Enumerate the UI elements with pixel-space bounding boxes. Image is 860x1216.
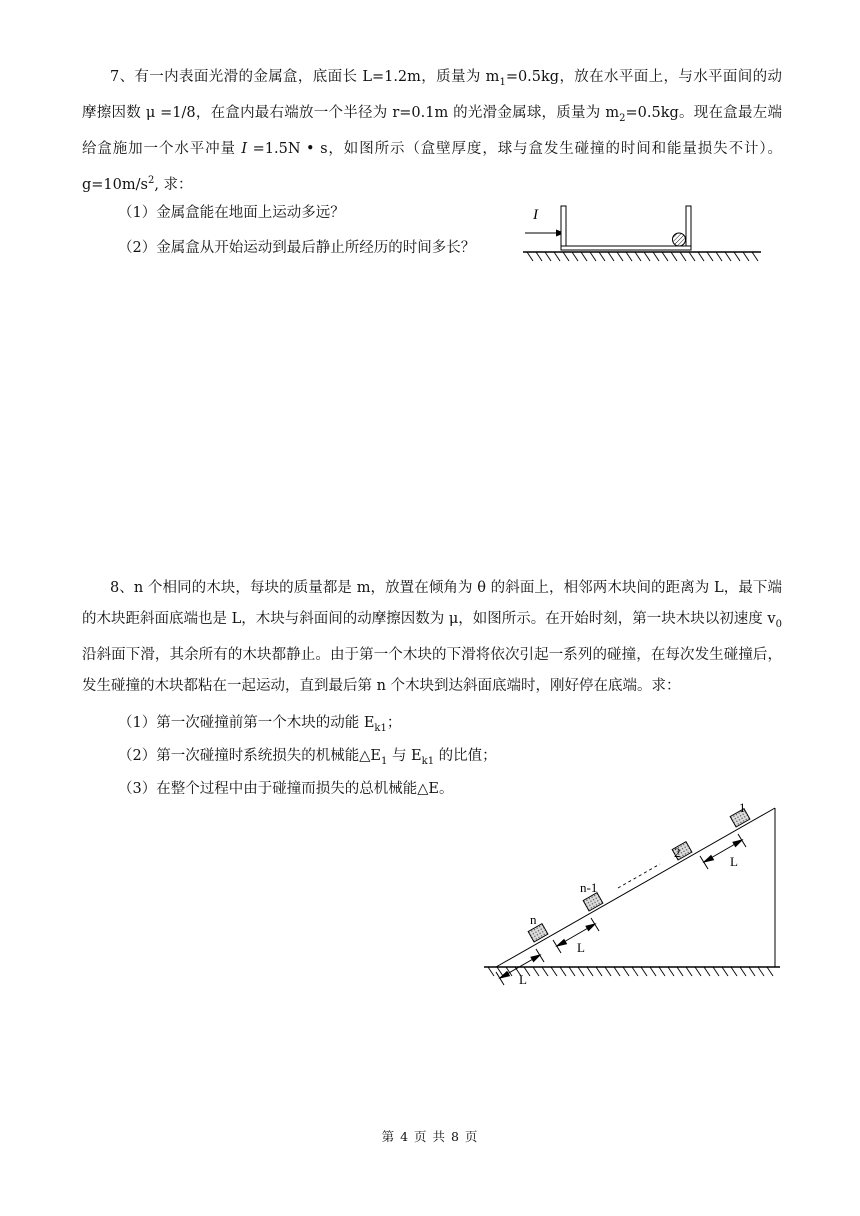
q7-text-b: =0.5kg，放在水平面上，与水平面间的动摩擦因数 μ =1/8，在盒内最右端放一个半径为 r=0.1m 的光滑金属球，质量为 m xyxy=(82,69,782,121)
q7-metal-ball xyxy=(673,233,686,246)
q8-sq1-sub: k1 xyxy=(374,722,387,734)
q7-text-e: , 求： xyxy=(154,176,193,193)
q7-subquestion-2: （2）金属盒从开始运动到最后静止所经历的时间多长？ xyxy=(118,240,476,256)
page-footer: 第 4 页 共 8 页 xyxy=(381,1129,479,1144)
q8-sq2-sub2: k1 xyxy=(421,755,435,767)
q8-ground-hatching xyxy=(488,967,773,976)
q7-box-base xyxy=(561,246,691,250)
q8-incline-figure xyxy=(478,798,788,988)
q7-impulse-label: I xyxy=(533,207,538,223)
q8-dimension-top xyxy=(700,834,746,869)
q8-text-a: 8、n 个相同的木块，每块的质量都是 m，放置在倾角为 θ 的斜面上，相邻两木块间的距离为 L，最下端的木块距斜面底端也是 L，木块与斜面间的动摩擦因数为 μ，如图所示。在开始时刻，第一块木块以初速度 v xyxy=(82,580,782,627)
question-8-text xyxy=(82,573,782,702)
question-7-text xyxy=(82,62,782,201)
q7-text-c: =0.5kg。现在盒最左端给盒施加一个水平冲量 xyxy=(82,104,782,157)
q8-sq1-text: （1）第一次碰撞前第一个木块的动能 E xyxy=(118,715,375,731)
q7-box-left-wall xyxy=(561,206,566,250)
q7-impulse-symbol: I xyxy=(241,140,248,157)
q8-label-block-2: 2 xyxy=(674,845,681,860)
q8-sq2-mid: 与 E xyxy=(387,748,422,764)
q7-text-a: 7、有一内表面光滑的金属盒，底面长 L=1.2m，质量为 m xyxy=(110,69,500,85)
q8-sub-0: 0 xyxy=(775,618,782,630)
q8-dimension-middle xyxy=(553,918,599,953)
q7-text-d: =1.5N • s，如图所示（盒壁厚度，球与盒发生碰撞的时间和能量损失不计）。g=10m/s xyxy=(82,140,782,193)
q8-label-L-top: L xyxy=(730,854,738,869)
q7-sub-2: 2 xyxy=(619,112,626,124)
q7-subquestion-1: （1）金属盒能在地面上运动多远？ xyxy=(118,205,345,221)
q8-label-L-bottom: L xyxy=(519,972,527,987)
q8-sq2-text: （2）第一次碰撞时系统损失的机械能△E xyxy=(118,748,381,764)
q8-label-block-n-1: n-1 xyxy=(580,880,598,895)
q8-label-block-1: 1 xyxy=(739,800,746,815)
q8-subquestion-2 xyxy=(118,746,497,772)
q8-subquestion-1 xyxy=(118,713,401,739)
q8-text-b: 沿斜面下滑，其余所有的木块都静止。由于第一个木块的下滑将依次引起一系列的碰撞，在每次发生碰撞后，发生碰撞的木块都粘在一起运动，直到最后第 n 个木块到达斜面底端时，刚好停在底端。求： xyxy=(82,646,782,694)
q8-sq2-sub1: 1 xyxy=(380,755,388,767)
q7-sup-2: 2 xyxy=(147,174,155,186)
q8-ellipsis-dashes xyxy=(618,864,660,888)
q8-incline-surface xyxy=(496,808,775,967)
q7-ground-hatching xyxy=(527,252,758,261)
q8-label-block-n: n xyxy=(530,912,537,927)
q8-label-L-middle: L xyxy=(577,940,585,955)
q7-box-right-wall xyxy=(686,206,691,250)
q8-subquestion-3: （3）在整个过程中由于碰撞而损失的总机械能△E。 xyxy=(118,781,454,797)
q8-sq1-end: ； xyxy=(386,715,402,731)
q8-sq2-end: 的比值； xyxy=(434,748,497,764)
q7-box-figure xyxy=(515,200,765,266)
q7-sub-1: 1 xyxy=(499,76,506,88)
